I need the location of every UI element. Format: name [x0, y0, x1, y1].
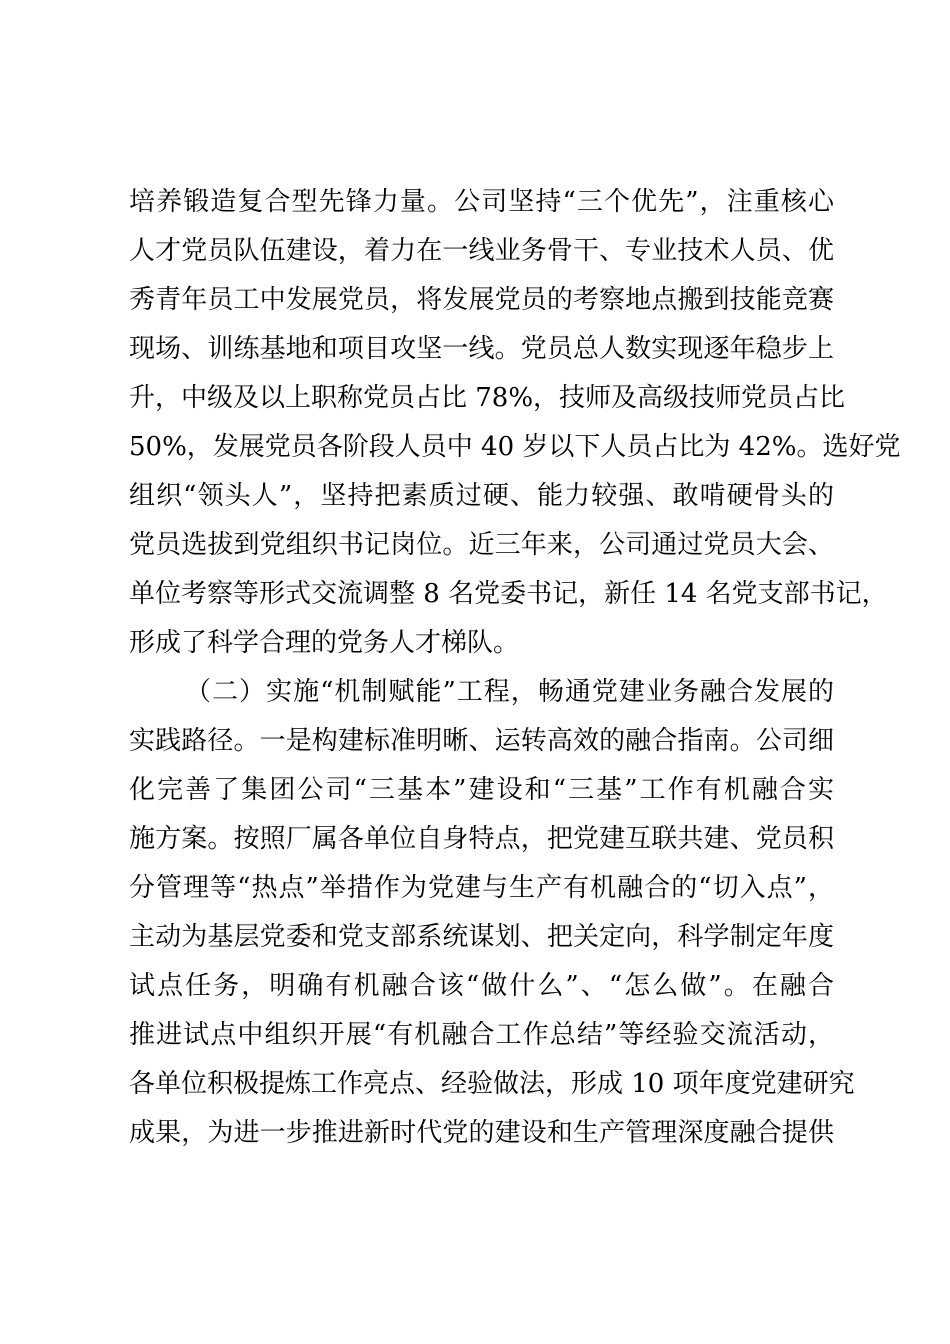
text-line-8: 党员选拔到党组织书记岗位。近三年来，公司通过党员大会、 — [129, 530, 834, 560]
text-line-15: 分管理等“热点”举措作为党建与生产有机融合的“切入点”， — [129, 873, 834, 903]
text-line-1: 培养锻造复合型先锋力量。公司坚持“三个优先”，注重核心 — [129, 187, 834, 217]
body-text — [129, 184, 901, 1164]
text-line-7: 组织“领头人”，坚持把素质过硬、能力较强、敢啃硬骨头的 — [129, 481, 834, 511]
text-line-19: 各单位积极提炼工作亮点、经验做法，形成 10 项年度党建研究 — [129, 1069, 855, 1099]
text-line-12: 实践路径。一是构建标准明晰、运转高效的融合指南。公司细 — [129, 726, 834, 756]
text-line-5: 升，中级及以上职称党员占比 78%，技师及高级技师党员占比 — [129, 383, 846, 413]
text-line-16: 主动为基层党委和党支部系统谋划、把关定向，科学制定年度 — [129, 922, 834, 952]
section-heading-line: （二）实施“机制赋能”工程，畅通党建业务融合发展的 — [185, 677, 834, 707]
text-line-9: 单位考察等形式交流调整 8 名党委书记，新任 14 名党支部书记， — [129, 579, 888, 609]
text-line-14: 施方案。按照厂属各单位自身特点，把党建互联共建、党员积 — [129, 824, 834, 854]
text-line-13: 化完善了集团公司“三基本”建设和“三基”工作有机融合实 — [129, 775, 834, 805]
text-line-2: 人才党员队伍建设，着力在一线业务骨干、专业技术人员、优 — [129, 236, 834, 266]
text-line-10: 形成了科学合理的党务人才梯队。 — [129, 628, 520, 658]
text-line-4: 现场、训练基地和项目攻坚一线。党员总人数实现逐年稳步上 — [129, 334, 834, 364]
text-line-20: 成果，为进一步推进新时代党的建设和生产管理深度融合提供 — [129, 1118, 834, 1148]
text-line-18: 推进试点中组织开展“有机融合工作总结”等经验交流活动， — [129, 1020, 834, 1050]
text-line-6: 50%，发展党员各阶段人员中 40 岁以下人员占比为 42%。选好党 — [129, 432, 901, 462]
text-line-3: 秀青年员工中发展党员，将发展党员的考察地点搬到技能竞赛 — [129, 285, 834, 315]
text-line-17: 试点任务，明确有机融合该“做什么”、“怎么做”。在融合 — [129, 971, 834, 1001]
